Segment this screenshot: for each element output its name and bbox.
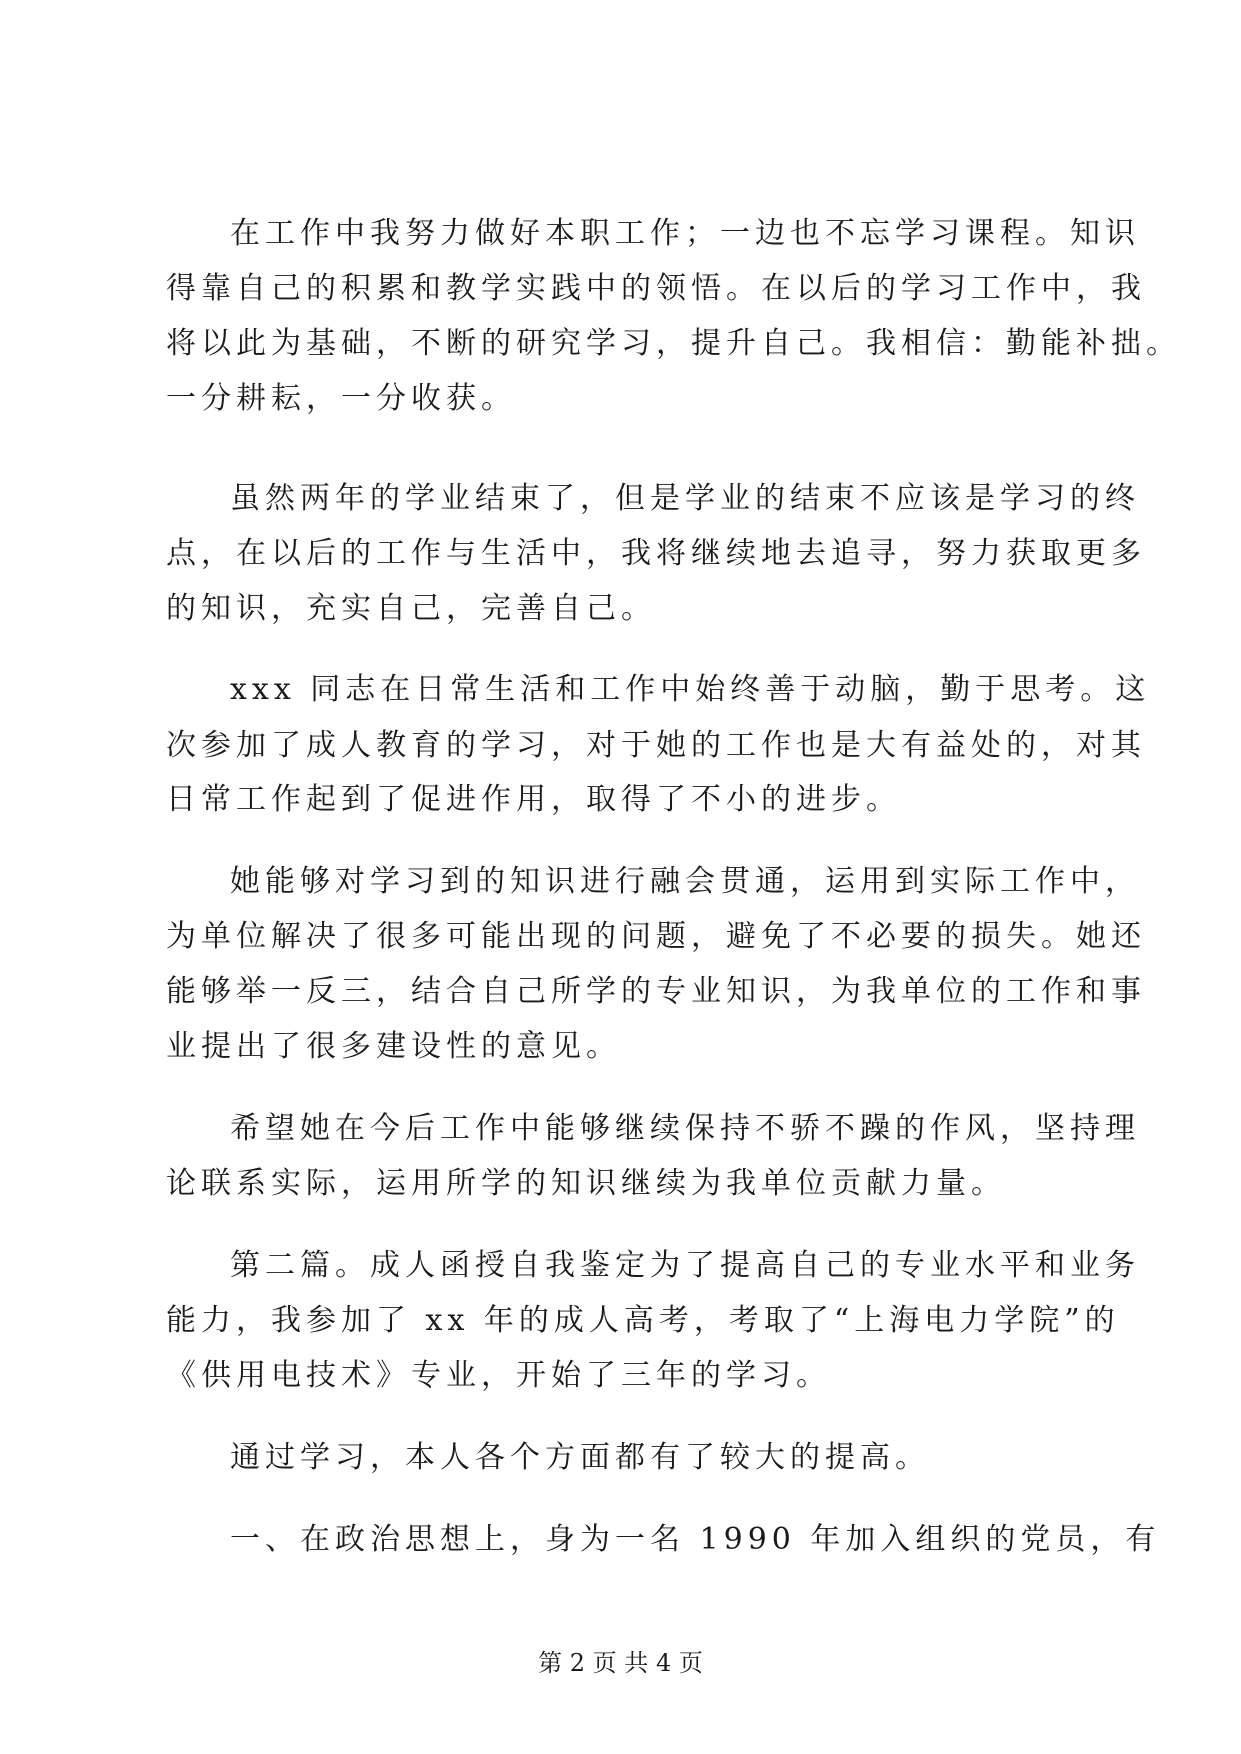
text-line: 日常工作起到了促进作用，取得了不小的进步。 (166, 782, 901, 817)
text-line: 次参加了成人教育的学习，对于她的工作也是大有益处的，对其 (166, 728, 1146, 763)
text-line: 一、在政治思想上，身为一名 1990 年加入组织的党员，有 (230, 1522, 1161, 1557)
text-line: 论联系实际，运用所学的知识继续为我单位贡献力量。 (166, 1166, 1006, 1201)
text-line: 能力，我参加了 xx 年的成人高考，考取了“上海电力学院”的 (166, 1303, 1120, 1338)
text-line: 将以此为基础，不断的研究学习，提升自己。我相信：勤能补拙。 (166, 326, 1181, 361)
text-line: 在工作中我努力做好本职工作；一边也不忘学习课程。知识 (230, 216, 1140, 251)
text-line: 她能够对学习到的知识进行融会贯通，运用到实际工作中， (230, 864, 1140, 899)
text-line: 能够举一反三，结合自己所学的专业知识，为我单位的工作和事 (166, 974, 1146, 1009)
text-line: 得靠自己的积累和教学实践中的领悟。在以后的学习工作中，我 (166, 271, 1146, 306)
page-number-footer: 第 2 页 共 4 页 (538, 1649, 703, 1677)
text-line: 为单位解决了很多可能出现的问题，避免了不必要的损失。她还 (166, 919, 1146, 954)
text-line: 希望她在今后工作中能够继续保持不骄不躁的作风，坚持理 (230, 1111, 1140, 1146)
text-line: 虽然两年的学业结束了，但是学业的结束不应该是学习的终 (230, 481, 1140, 516)
text-line: 《供用电技术》专业，开始了三年的学习。 (166, 1358, 831, 1393)
text-line: xxx 同志在日常生活和工作中始终善于动脑，勤于思考。这 (230, 672, 1151, 707)
text-line: 业提出了很多建设性的意见。 (166, 1029, 621, 1064)
text-line: 点，在以后的工作与生活中，我将继续地去追寻，努力获取更多 (166, 536, 1146, 571)
text-line: 通过学习，本人各个方面都有了较大的提高。 (230, 1440, 930, 1475)
text-line: 的知识，充实自己，完善自己。 (166, 591, 656, 626)
text-line: 一分耕耘，一分收获。 (166, 381, 516, 416)
text-line: 第二篇。成人函授自我鉴定为了提高自己的专业水平和业务 (230, 1248, 1140, 1283)
